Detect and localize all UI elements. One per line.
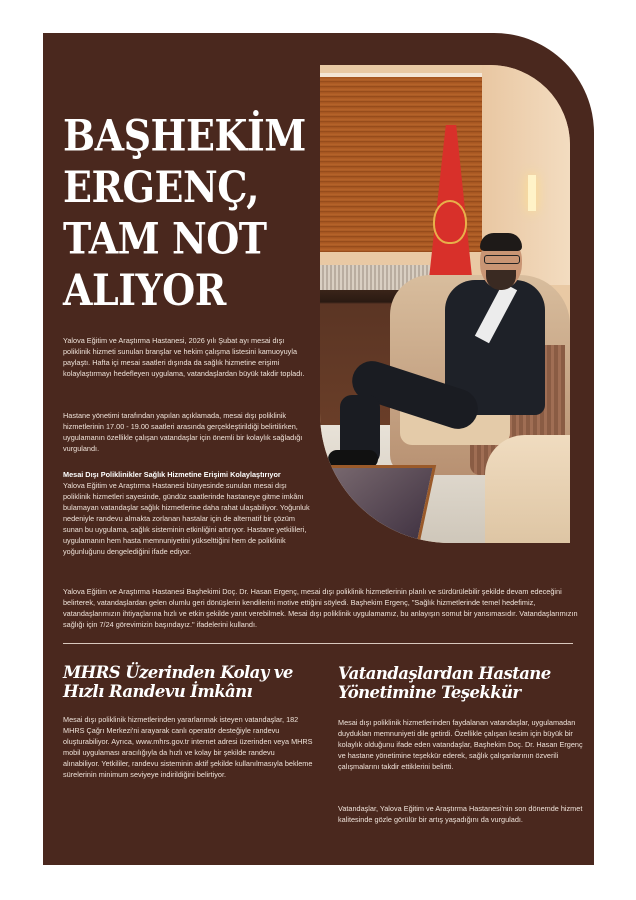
photo-second-armchair (485, 435, 570, 543)
photo-sconce (528, 175, 536, 211)
photo-person-hair (480, 233, 522, 251)
thanks-paragraph-1: Mesai dışı poliklinik hizmetlerinden faydalanan vatandaşlar, uygulamadan duydukları memnuniyeti dile getirdi. Özellikle çalışan kesim için büyük bir kolaylık olduğunu ifade eden vatandaşlar, Başhekim Doç. Dr. Hasan Ergenç ve hastane yönetimine teşekkür ederek, sağlık çalışanlarının özverili çalışmalarını takdir ettiklerini belirtti. (338, 718, 583, 771)
intro-paragraph: Yalova Eğitim ve Araştırma Hastanesi, 2026 yılı Şubat ayı mesai dışı poliklinik hizmeti sunulan branşlar ve hekim çalışma listesini kamuoyuyla paylaştı. Hafta içi mesai saatleri dışında da sağlık hizmetine erişimi kolaylaştırmayı hedefleyen uygulama, vatandaşlardan büyük takdir topladı. (63, 336, 305, 378)
thanks-paragraph-2: Vatandaşlar, Yalova Eğitim ve Araştırma Hastanesi'nin son dönemde hizmet kalitesinde gözle görülür bir artış yaşadığını da vurguladı. (338, 804, 583, 824)
photo-person-glasses (484, 255, 520, 264)
mhrs-paragraph: Mesai dışı poliklinik hizmetlerinden yararlanmak isteyen vatandaşlar, 182 MHRS Çağrı Merkezi'ni arayarak canlı operatör desteğiyle randevu oluşturabiliyor. Ayrıca, www.mhrs.gov.tr internet adresi üzerinden veya MHRS mobil uygulaması aracılığıyla da hızlı ve kolay bir şekilde randevu alınabiliyor. Yetkililer, randevu sisteminin aktif şekilde kullanılmasıyla bekleme sürelerinin minimum seviyeye indirildiğini belirtiyor. (63, 715, 313, 779)
headline: BAŞHEKİM ERGENÇ, TAM NOT ALIYOR (63, 110, 306, 315)
statement-paragraph: Hastane yönetimi tarafından yapılan açıklamada, mesai dışı poliklinik hizmetlerinin 17.00 - 19.00 saatleri arasında gerçekleştirildiği belirtilirken, uygulamanın özellikle çalışan vatandaşlar için önemli bir kolaylık sağladığı vurgulandı. (63, 411, 303, 453)
mhrs-heading: MHRS Üzerinden Kolay ve Hızlı Randevu İmkânı (63, 663, 293, 701)
thanks-heading: Vatandaşlardan Hastane Yönetimine Teşekkür (338, 664, 551, 702)
quote-paragraph: Yalova Eğitim ve Araştırma Hastanesi Başhekimi Doç. Dr. Hasan Ergenç, mesai dışı poliklinik hizmetlerinin planlı ve sürdürülebilir şekilde devam edeceğini belirterek, vatandaşlardan gelen olumlu geri dönüşlerin kendilerini motive ettiğini söyledi. Başhekim Ergenç, "Sağlık hizmetlerinde temel hedefimiz, vatandaşlarımızın ihtiyaçlarına hızlı ve etkin şekilde yanıt verebilmek. Mesai dışı poliklinik uygulamamız, bu anlayışın somut bir yansımasıdır. Vatandaşlarımızın sağlığı için 7/24 görevimizin başındayız." ifadelerini kullandı. (63, 587, 578, 629)
section-divider (63, 643, 573, 644)
access-paragraph: Yalova Eğitim ve Araştırma Hastanesi bünyesinde sunulan mesai dışı poliklinik hizmetleri sayesinde, gündüz saatlerinde hastaneye gitme imkânı bulamayan vatandaşlar sağlık hizmetlerine daha rahat ulaşabiliyor. Yoğunluk nedeniyle randevu almakta zorlanan hastalar için de alternatif bir çözüm sunan bu uygulama, sağlık sisteminin etkinliğini artırıyor. Hastane yetkilileri, uygulamanın hem hasta memnuniyetini yükselttiğini hem de poliklinik yoğunluğunu dengelediğini ifade ediyor. (63, 481, 310, 556)
subheading: Mesai Dışı Poliklinikler Sağlık Hizmetine Erişimi Kolaylaştırıyor (63, 470, 281, 479)
photo-coffee-table (320, 465, 436, 543)
photo-flag-emblem (433, 200, 467, 244)
portrait-photo (320, 65, 570, 543)
